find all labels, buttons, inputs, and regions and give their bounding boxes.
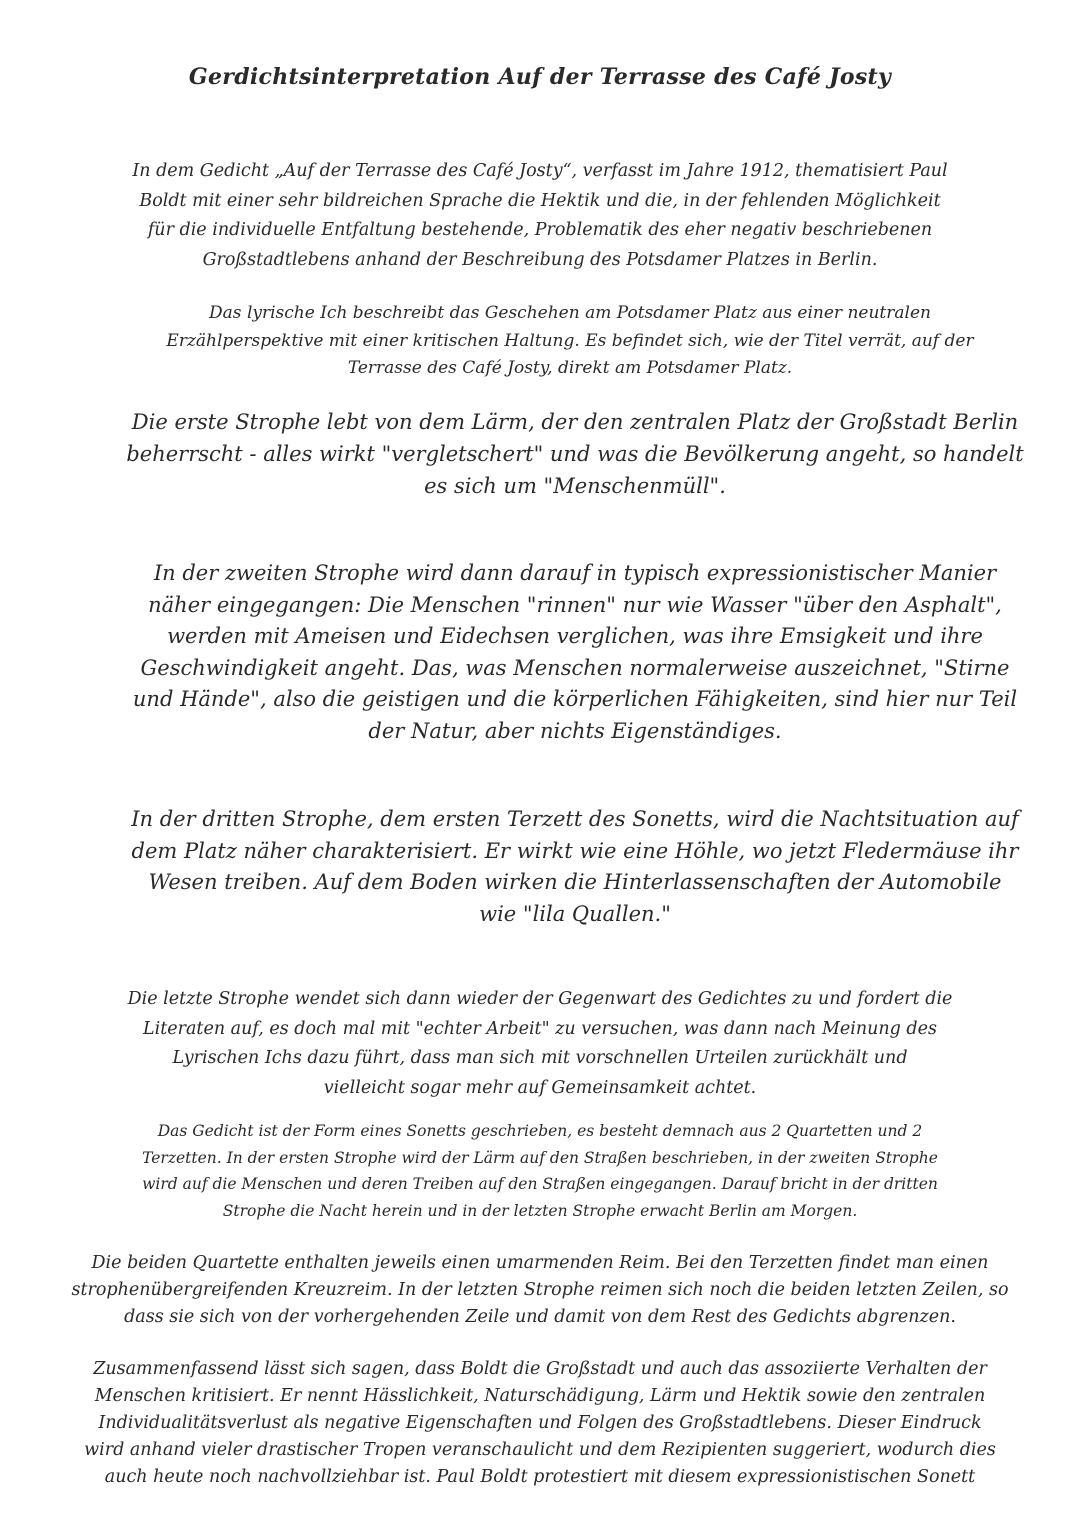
title-reference: Terrasse des Café Josty, bbox=[347, 358, 553, 378]
text-line: wie "lila Quallen." bbox=[479, 901, 671, 926]
text-segment: direkt am Potsdamer Platz. bbox=[557, 358, 793, 378]
text-line: Großstadtlebens anhand der Beschreibung des Potsdamer Platzes in Berlin. bbox=[202, 249, 878, 270]
text-line: der Natur, aber nichts Eigenständiges. bbox=[368, 718, 782, 743]
paragraph-lyrical-i bbox=[120, 300, 1020, 383]
text-line: Strophe die Nacht herein und in der letzten Strophe erwacht Berlin am Morgen. bbox=[222, 1201, 858, 1220]
text-line: wird auf die Menschen und deren Treiben auf den Straßen eingegangen. Darauf bricht in der dritten bbox=[142, 1175, 938, 1193]
text-line: auch heute noch nachvollziehbar ist. Paul Boldt protestiert mit diesem expressionistischen Sonett bbox=[104, 1467, 976, 1487]
text-line: Lyrischen Ichs dazu führt, dass man sich mit vorschnellen Urteilen zurückhält und bbox=[172, 1048, 908, 1068]
paragraph-stanza-two bbox=[110, 558, 1040, 747]
text-line: dem Platz näher charakterisiert. Er wirkt wie eine Höhle, wo jetzt Fledermäuse ihr bbox=[131, 838, 1019, 863]
text-line: Geschwindigkeit angeht. Das, was Menschen normalerweise auszeichnet, "Stirne bbox=[140, 655, 1010, 680]
text-line: Menschen kritisiert. Er nennt Hässlichkeit, Naturschädigung, Lärm und Hektik sowie den zentralen bbox=[94, 1386, 986, 1406]
text-line: beherrscht - alles wirkt "vergletschert" und was die Bevölkerung angeht, so handelt bbox=[126, 442, 1024, 466]
paragraph-introduction bbox=[90, 157, 990, 275]
text-line: In der dritten Strophe, dem ersten Terzett des Sonetts, wird die Nachtsituation auf bbox=[131, 807, 1019, 831]
text-line: Boldt mit einer sehr bildreichen Sprache die Hektik und die, in der fehlenden Möglichkeit bbox=[139, 190, 941, 211]
paragraph-stanza-four bbox=[90, 985, 990, 1103]
text-line: Wesen treiben. Auf dem Boden wirken die Hinterlassenschaften der Automobile bbox=[148, 870, 1002, 894]
title-reference: auf der bbox=[911, 330, 974, 351]
text-line: Die erste Strophe lebt von dem Lärm, der den zentralen Platz der Großstadt Berlin bbox=[131, 410, 1019, 434]
text-segment: Das lyrische Ich beschreibt das Geschehen am Potsdamer Platz aus einer neutralen bbox=[209, 303, 931, 323]
text-line: Die letzte Strophe wendet sich dann wieder der Gegenwart des Gedichtes zu und fordert die bbox=[127, 989, 953, 1009]
paragraph-stanza-one bbox=[110, 406, 1040, 502]
text-line: Zusammenfassend lässt sich sagen, dass Boldt die Großstadt und auch das assoziierte Verhalten der bbox=[93, 1359, 987, 1379]
text-segment: Erzählperspektive mit einer kritischen Haltung. Es befindet sich, wie der Titel verrät, bbox=[166, 330, 907, 351]
text-line: dass sie sich von der vorhergehenden Zeile und damit von dem Rest des Gedichts abgrenzen. bbox=[124, 1307, 956, 1327]
paragraph-rhyme-scheme bbox=[40, 1250, 1040, 1331]
text-line: Literaten auf, es doch mal mit "echter Arbeit" zu versuchen, was dann nach Meinung des bbox=[143, 1018, 937, 1039]
text-line: In dem Gedicht „Auf der Terrasse des Café Josty“, verfasst im Jahre 1912, thematisiert Paul bbox=[132, 161, 948, 181]
text-line bbox=[120, 355, 1020, 383]
text-line bbox=[120, 300, 1020, 328]
text-line: für die individuelle Entfaltung bestehende, Problematik des eher negativ beschriebenen bbox=[147, 220, 933, 240]
text-line: es sich um "Menschenmüll". bbox=[424, 474, 726, 498]
text-line: Individualitätsverlust als negative Eigenschaften und Folgen des Großstadtlebens. Dieser Eindruck bbox=[98, 1413, 982, 1433]
text-line: Die beiden Quartette enthalten jeweils einen umarmenden Reim. Bei den Terzetten findet man einen bbox=[91, 1253, 989, 1273]
text-line: werden mit Ameisen und Eidechsen verglichen, was ihre Emsigkeit und ihre bbox=[167, 624, 983, 648]
text-line: strophenübergreifenden Kreuzreim. In der letzten Strophe reimen sich noch die beiden letzten Zeilen, so bbox=[71, 1280, 1009, 1300]
text-line: und Hände", also die geistigen und die körperlichen Fähigkeiten, sind hier nur Teil bbox=[132, 687, 1018, 711]
text-line: vielleicht sogar mehr auf Gemeinsamkeit achtet. bbox=[323, 1077, 757, 1098]
text-line: Terzetten. In der ersten Strophe wird der Lärm auf den Straßen beschrieben, in der zweiten Strophe bbox=[142, 1148, 938, 1167]
paragraph-conclusion bbox=[40, 1356, 1040, 1491]
paragraph-form bbox=[90, 1118, 990, 1224]
text-line: wird anhand vieler drastischer Tropen veranschaulicht und dem Rezipienten suggeriert, wodurch dies bbox=[84, 1440, 996, 1460]
text-line: näher eingegangen: Die Menschen "rinnen" nur wie Wasser "über den Asphalt", bbox=[148, 592, 1002, 617]
document-title: Gerdichtsinterpretation Auf der Terrasse des Café Josty bbox=[188, 64, 892, 90]
text-line bbox=[120, 328, 1020, 356]
text-line: Das Gedicht ist der Form eines Sonetts geschrieben, es besteht demnach aus 2 Quartetten und 2 bbox=[157, 1122, 923, 1140]
text-line: In der zweiten Strophe wird dann darauf in typisch expressionistischer Manier bbox=[153, 561, 997, 585]
paragraph-stanza-three bbox=[110, 804, 1040, 930]
